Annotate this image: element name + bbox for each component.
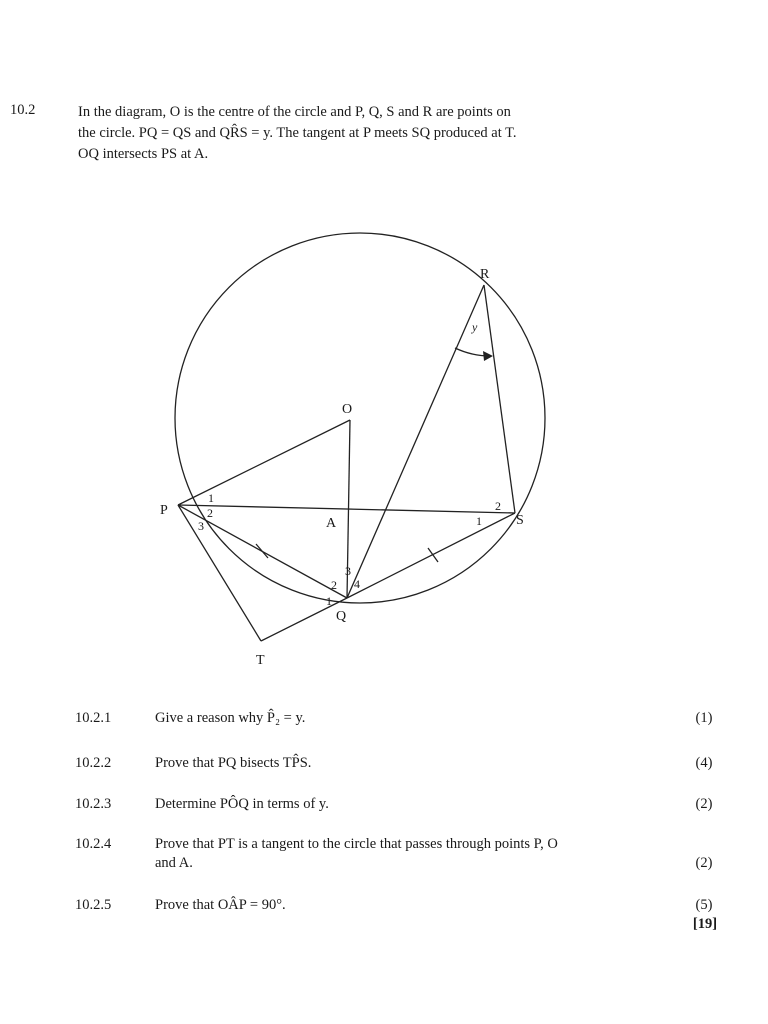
label-P1: 1 <box>208 491 214 505</box>
subquestion-text: Give a reason why P̂₂ = y. <box>155 710 306 726</box>
marks: (5) <box>695 897 713 913</box>
marks: (1) <box>695 710 713 726</box>
circle <box>175 233 545 603</box>
marks: (4) <box>695 755 713 771</box>
label-S: S <box>516 513 524 528</box>
subquestion-text: Prove that OÂP = 90°. <box>155 897 286 913</box>
intro-line-2: the circle. PQ = QS and QR̂S = y. The tangent at P meets SQ produced at T. <box>78 125 517 141</box>
label-P3: 3 <box>198 519 204 533</box>
marks: (2) <box>695 855 713 871</box>
question-number: 10.2 <box>10 102 36 118</box>
subquestion-10-2-4 <box>75 836 725 878</box>
subquestion-text-line-1: Prove that PT is a tangent to the circle that passes through points P, O <box>155 836 558 852</box>
marks: (2) <box>695 796 713 812</box>
label-Q4: 4 <box>354 577 360 591</box>
subquestion-text: Determine PÔQ in terms of y. <box>155 796 329 812</box>
subquestion-number: 10.2.2 <box>75 755 112 771</box>
subquestion-10-2-3 <box>75 796 725 816</box>
label-Q1: 1 <box>326 594 332 608</box>
line-RS <box>484 285 515 513</box>
subquestion-text-line-2: and A. <box>155 855 193 871</box>
subquestion-10-2-1 <box>75 710 725 730</box>
subquestion-10-2-2 <box>75 755 725 775</box>
subquestion-text: Prove that PQ bisects TP̂S. <box>155 755 312 771</box>
intro-line-1: In the diagram, O is the centre of the circle and P, Q, S and R are points on <box>78 104 511 120</box>
line-PT <box>178 505 261 641</box>
label-Q3: 3 <box>345 564 351 578</box>
label-P: P <box>160 503 168 518</box>
label-Q: Q <box>336 609 347 624</box>
intro-line-3: OQ intersects PS at A. <box>78 146 209 162</box>
subquestion-10-2-5 <box>75 897 725 917</box>
label-S2: 2 <box>495 499 501 513</box>
tick-PQ <box>256 544 268 558</box>
total-marks: [19] <box>692 916 718 932</box>
subquestion-number: 10.2.1 <box>75 710 112 726</box>
tick-QS <box>428 548 438 562</box>
label-S1: 1 <box>476 514 482 528</box>
line-PO <box>178 420 350 505</box>
line-TQ <box>261 598 347 641</box>
label-O: O <box>342 402 353 417</box>
label-angle-y: y <box>472 320 478 334</box>
line-QR <box>347 285 484 598</box>
label-Q2: 2 <box>331 578 337 592</box>
arc-arrowhead <box>483 351 493 361</box>
subquestion-number: 10.2.5 <box>75 897 112 913</box>
subquestion-number: 10.2.4 <box>75 836 112 852</box>
label-A: A <box>326 516 337 531</box>
line-PS <box>178 505 515 513</box>
subquestion-number: 10.2.3 <box>75 796 112 812</box>
line-QS <box>347 513 515 598</box>
label-T: T <box>256 653 265 668</box>
label-P2: 2 <box>207 506 213 520</box>
label-R: R <box>480 267 490 282</box>
